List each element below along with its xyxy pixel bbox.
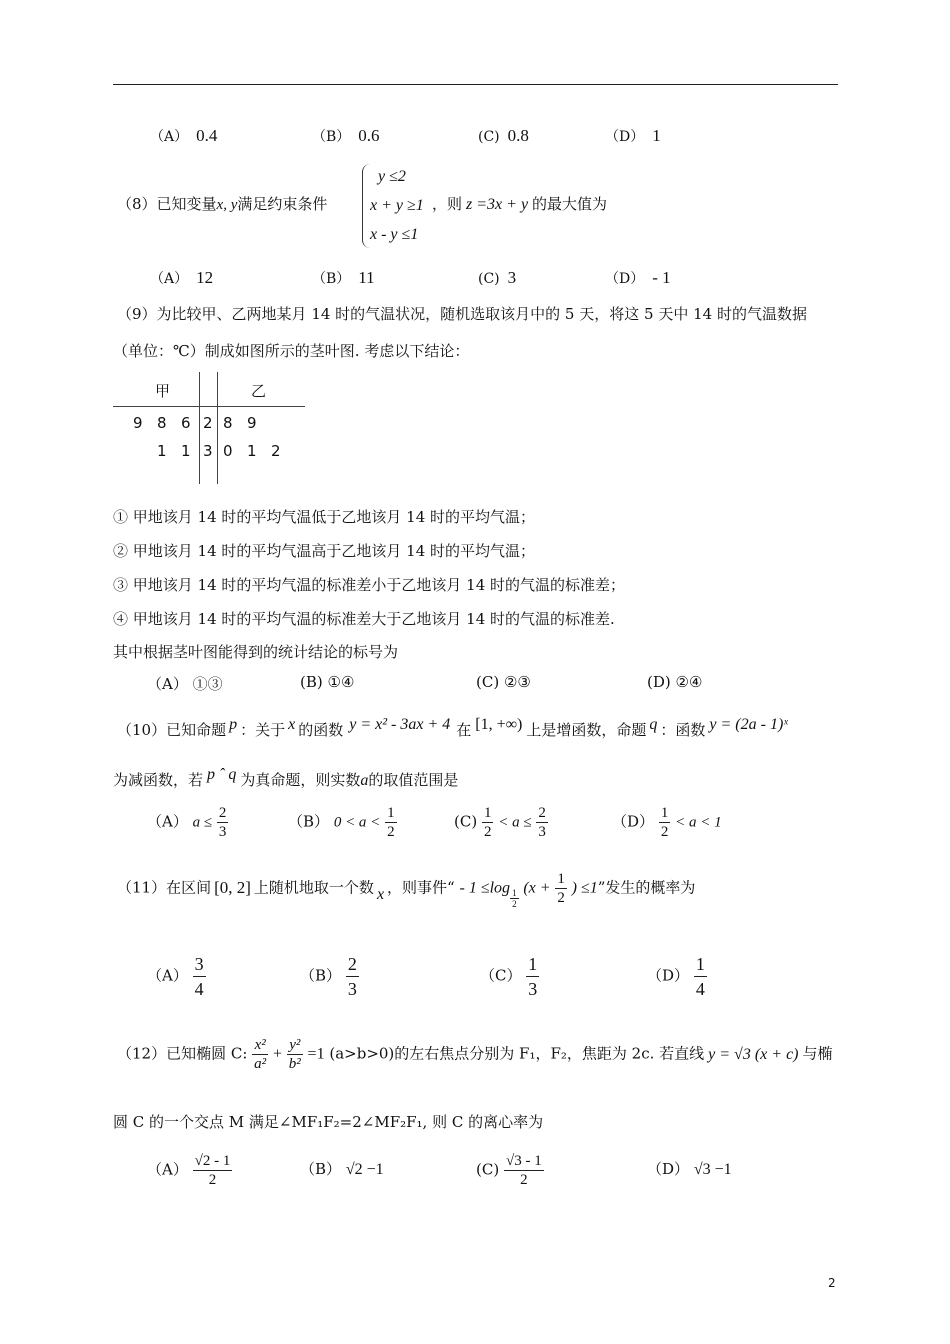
q7-option-c: (C) 0.8 (478, 126, 529, 145)
q12-option-d: （D） √3 −1 (647, 1160, 732, 1178)
q11-option-b: （B） $\frac{2}{3}$ (300, 954, 357, 999)
q8-option-a: （A） 12 (150, 268, 214, 287)
q10-option-b: （B） 0 < a < $\frac{1}{2}$ (288, 805, 395, 840)
leaf-right: 9 (247, 414, 257, 432)
q7-option-d: （D） 1 (605, 126, 661, 145)
q10-option-a: （A） a ≤ $\frac{2}{3}$ (147, 805, 227, 840)
leaf-right: 2 (271, 442, 281, 460)
q9-option-a: （A） ①③ (147, 675, 223, 693)
q10-line1: （10）已知命题 p ：关于 x 的函数 y = x² - 3ax + 4 在 [1, +∞) 上是增函数，命题 q ：函数 y = (2a - 1)ˣ (117, 716, 788, 739)
leaf-left: 1 (181, 442, 191, 460)
q10-option-d: （D） $\frac{1}{2}$ < a < 1 (612, 805, 722, 840)
leaf-left: 8 (157, 414, 167, 432)
stem-divider-left (199, 372, 200, 484)
leaf-left: 9 (133, 414, 143, 432)
q9-conclusion-2: ② 甲地该月 14 时的平均气温高于乙地该月 14 时的平均气温； (113, 542, 536, 560)
leaf-left: 6 (181, 414, 191, 432)
q9-text-line1: （9）为比较甲、乙两地某月 14 时的气温状况，随机选取该月中的 5 天，将这 5 天中 14 时的气温数据 (117, 305, 807, 323)
q8-option-b: （B） 11 (312, 268, 375, 287)
q10-option-c: (C) $\frac{1}{2}$ < a ≤ $\frac{2}{3}$ (454, 805, 546, 840)
q11-option-d: （D） $\frac{1}{4}$ (647, 954, 705, 999)
leaf-right: 0 (223, 442, 233, 460)
q9-option-b: (B) ①④ (300, 673, 355, 691)
stem-leaf-plot (113, 372, 305, 484)
q11-option-c: （C） $\frac{1}{3}$ (480, 954, 538, 999)
stem-divider-right (217, 372, 218, 484)
q9-conclusion-1: ① 甲地该月 14 时的平均气温低于乙地该月 14 时的平均气温； (113, 508, 536, 526)
q7-option-a: （A） 0.4 (150, 126, 218, 145)
q12-option-a: （A） $\frac{√2 - 1}{2}$ (147, 1153, 231, 1188)
q9-question: 其中根据茎叶图能得到的统计结论的标号为 (113, 643, 399, 661)
q8-option-d: （D） - 1 (605, 268, 671, 287)
q12-option-c: (C) $\frac{√3 - 1}{2}$ (476, 1153, 542, 1188)
q7-option-b: （B） 0.6 (312, 126, 380, 145)
stem-right-header: 乙 (251, 382, 267, 400)
q11-option-a: （A） $\frac{3}{4}$ (147, 954, 204, 999)
q8-option-c: (C) 3 (478, 268, 517, 287)
stem-value: 3 (203, 442, 213, 460)
q11-stem: （11）在区间 [0, 2] 上随机地取一个数 x ，则事件“ - 1 ≤log $\frac{1}{2}$ (x + $\frac{1}{2}$ ) ≤1”发生的概率为 (117, 871, 696, 909)
q12-option-b: （B） √2 −1 (300, 1160, 384, 1178)
q8-constraint-1: y ≤2 (378, 168, 406, 185)
page-number: 2 (828, 1276, 836, 1290)
q9-option-c: (C) ②③ (476, 673, 531, 691)
q12-line2: 圆 C 的一个交点 M 满足∠MF₁F₂=2∠MF₂F₁, 则 C 的离心率为 (113, 1113, 544, 1131)
q9-conclusion-3: ③ 甲地该月 14 时的平均气温的标准差小于乙地该月 14 时的气温的标准差； (113, 576, 626, 594)
q8-objective: ，则 z =3x + y 的最大值为 (432, 195, 608, 213)
stem-left-header: 甲 (155, 382, 171, 400)
q9-conclusion-4: ④ 甲地该月 14 时的平均气温的标准差大于乙地该月 14 时的气温的标准差. (113, 610, 615, 628)
q10-line2: 为减函数，若 p ˆ q 为真命题，则实数a的取值范围是 (113, 766, 459, 789)
leaf-right: 8 (223, 414, 233, 432)
leaf-right: 1 (247, 442, 257, 460)
q8-stem: （8）已知变量x, y满足约束条件 (117, 195, 328, 213)
header-rule (113, 84, 838, 85)
q8-constraint-3: x - y ≤1 (370, 226, 419, 243)
stem-value: 2 (203, 414, 213, 432)
stem-header-rule (113, 406, 305, 407)
q12-line1: （12）已知椭圆 C: $\frac{\text{x²}}{\text{a²}}$ + $\frac{\text{y²}}{\text{b²}}$ =1 (a>b>0)的左右焦点分别为 F₁，F₂，焦距为 2c. 若直线 y = √3 (x + c) 与椭 (117, 1037, 833, 1072)
q9-option-d: (D) ②④ (647, 673, 703, 691)
q8-constraint-2: x + y ≥1 (370, 197, 424, 214)
q9-text-line2: （单位：℃）制成如图所示的茎叶图. 考虑以下结论： (113, 342, 470, 360)
leaf-left: 1 (157, 442, 167, 460)
